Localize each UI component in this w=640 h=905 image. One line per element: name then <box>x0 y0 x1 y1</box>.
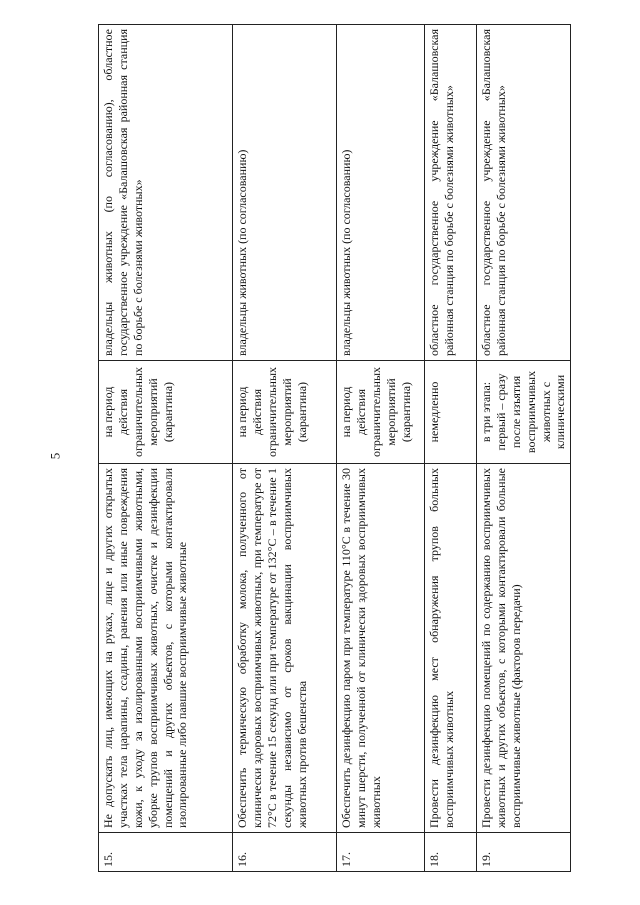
row-responsible: владельцы животных (по согласованию) <box>337 25 425 361</box>
row-term: на период действия ограничительных мероприятий (карантина) <box>233 361 337 464</box>
table-row <box>425 25 477 872</box>
page-number: 5 <box>47 452 63 460</box>
table-row <box>99 25 233 872</box>
table-row <box>477 25 571 872</box>
row-action: Провести дезинфекцию мест обнаружения трупов больных восприимчивых животных <box>425 464 477 833</box>
table-row <box>233 25 337 872</box>
rotated-table-wrapper <box>98 24 568 872</box>
row-term: в три этапа: первый – сразу после изъятия восприимчивых животных с клиническими <box>477 361 571 464</box>
row-responsible: владельцы животных (по согласованию), областное государственное учреждение «Балашовская районная станция по борьбе с болезнями животных» <box>99 25 233 361</box>
table-body <box>99 25 571 872</box>
row-number: 15. <box>99 833 233 872</box>
row-number: 17. <box>337 833 425 872</box>
row-action: Обеспечить дезинфекцию паром при температуре 110°С в течение 30 минут шерсти, полученной от клинически здоровых восприимчивых животных <box>337 464 425 833</box>
row-term: немедленно <box>425 361 477 464</box>
row-responsible: областное государственное учреждение «Балашовская районная станция по борьбе с болезнями животных» <box>477 25 571 361</box>
row-term: на период действия ограничительных мероприятий (карантина) <box>337 361 425 464</box>
row-action: Не допускать лиц, имеющих на руках, лице и других открытых участках тела царапины, ссадины, ранения или иные повреждения кожи, к уходу за изолированными восприимчивыми животными, уборке трупов восприимчивых животных, очистке и дезинфекции помещений и других объектов, с которыми контактировали изолированные либо павшие восприимчивые животные <box>99 464 233 833</box>
row-responsible: владельцы животных (по согласованию) <box>233 25 337 361</box>
row-action: Обеспечить термическую обработку молока, полученного от клинически здоровых восприимчивых животных, при температуре от 72°С в течение 15 секунд или при температуре от 132°С – в течение 1 секунды независимо от сроков вакцинации восприимчивых животных против бешенства <box>233 464 337 833</box>
row-responsible: областное государственное учреждение «Балашовская районная станция по борьбе с болезнями животных» <box>425 25 477 361</box>
row-number: 19. <box>477 833 571 872</box>
measures-table <box>98 24 571 872</box>
row-number: 18. <box>425 833 477 872</box>
row-action: Провести дезинфекцию помещений по содержанию восприимчивых животных и других объектов, с которыми контактировали больные восприимчивые животные (факторов передачи) <box>477 464 571 833</box>
table-row <box>337 25 425 872</box>
row-term: на период действия ограничительных мероприятий (карантина) <box>99 361 233 464</box>
row-number: 16. <box>233 833 337 872</box>
